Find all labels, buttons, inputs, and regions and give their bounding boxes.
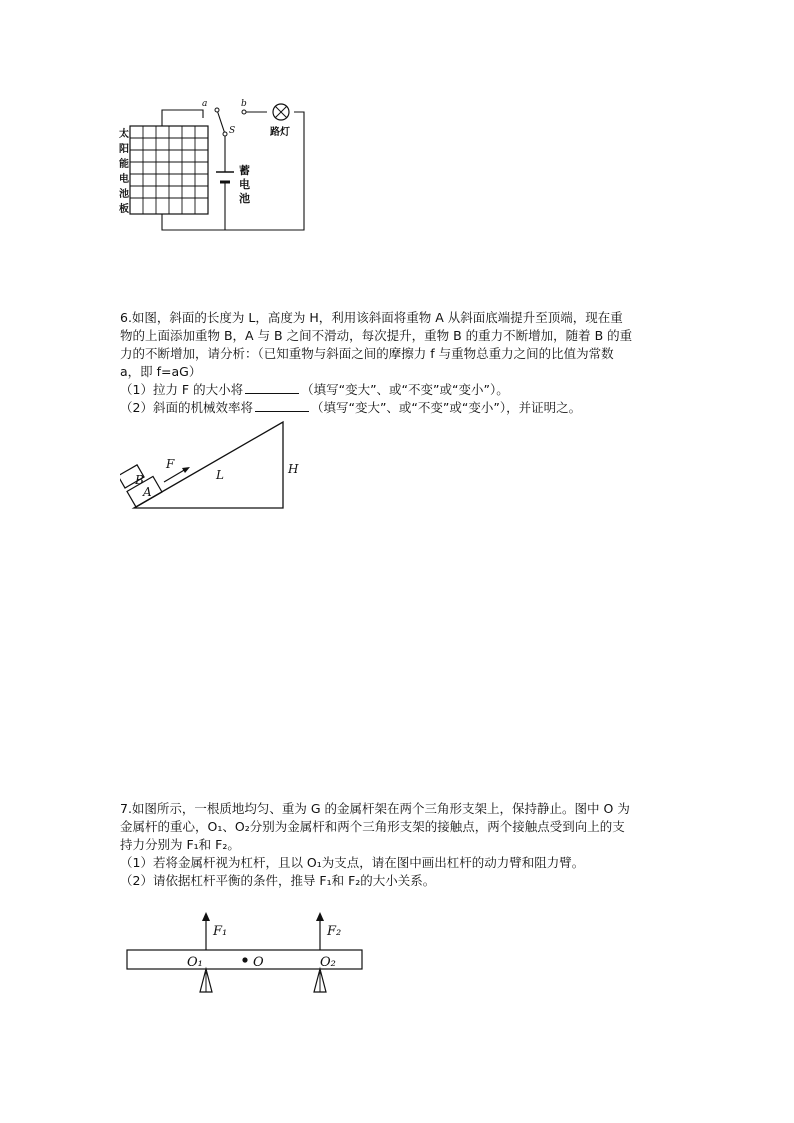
battery-label-1: 蓄 bbox=[239, 164, 250, 177]
force-f2-label: F₂ bbox=[327, 924, 342, 939]
length-l-label: L bbox=[216, 468, 224, 482]
solar-circuit-diagram bbox=[115, 92, 315, 238]
answer-blank-2[interactable] bbox=[255, 399, 309, 412]
q6-line-2: 物的上面添加重物 B，A 与 B 之间不滑动，每次提升，重物 B 的重力不断增加，随着 B 的重 bbox=[120, 328, 633, 343]
battery-label-3: 池 bbox=[239, 192, 250, 205]
lever-diagram bbox=[120, 908, 370, 998]
switch-label: S bbox=[229, 126, 236, 136]
q6-line-3: 力的不断增加，请分析：（已知重物与斜面之间的摩擦力 f 与重物总重力之间的比值为常数 bbox=[120, 346, 614, 361]
q6-sub1-suffix: （填写“变大”、或“不变”或“变小”）。 bbox=[301, 382, 509, 397]
panel-label-3: 能 bbox=[119, 159, 129, 170]
center-o-label: O bbox=[253, 955, 264, 970]
q6-subquestion-2 bbox=[120, 399, 680, 417]
q7-subquestion-2: （2）请依据杠杆平衡的条件，推导 F₁和 F₂的大小关系。 bbox=[120, 873, 436, 888]
support-triangle-2 bbox=[314, 969, 326, 992]
force-f-label: F bbox=[166, 457, 175, 471]
q7-line-3: 持力分别为 F₁和 F₂。 bbox=[120, 837, 240, 852]
force-f2-arrowhead bbox=[316, 912, 324, 921]
height-h-label: H bbox=[288, 462, 299, 476]
q6-line-4: a，即 f=aG） bbox=[120, 364, 202, 379]
lamp-label: 路灯 bbox=[270, 127, 290, 138]
panel-label-1: 太 bbox=[119, 129, 129, 140]
pivot-o1-label: O₁ bbox=[187, 955, 203, 970]
q6-subquestion-1 bbox=[120, 381, 680, 399]
force-f1-arrowhead bbox=[202, 912, 210, 921]
support-triangle-1 bbox=[200, 969, 212, 992]
q6-sub2-prefix: （2）斜面的机械效率将 bbox=[120, 400, 253, 415]
force-f1-label: F₁ bbox=[213, 924, 228, 939]
question-7 bbox=[120, 800, 680, 890]
question-6 bbox=[120, 309, 680, 417]
center-of-gravity-dot bbox=[242, 957, 247, 962]
panel-label-2: 阳 bbox=[119, 144, 129, 155]
q6-sub1-prefix: （1）拉力 F 的大小将 bbox=[120, 382, 244, 397]
block-a-label: A bbox=[143, 485, 152, 499]
q6-sub2-suffix: （填写“变大”、或“不变”或“变小”），并证明之。 bbox=[310, 400, 582, 415]
terminal-a-label: a bbox=[202, 99, 208, 109]
panel-label-5: 池 bbox=[119, 189, 129, 200]
q7-subquestion-1: （1）若将金属杆视为杠杆，且以 O₁为支点，请在图中画出杠杆的动力臂和阻力臂。 bbox=[120, 855, 585, 870]
incline-diagram bbox=[120, 418, 310, 514]
battery-label-2: 电 bbox=[239, 178, 250, 191]
street-lamp-icon bbox=[273, 104, 289, 120]
panel-label-4: 电 bbox=[119, 174, 129, 185]
terminal-b-label: b bbox=[241, 99, 247, 109]
answer-blank-1[interactable] bbox=[245, 381, 299, 394]
q7-line-2: 金属杆的重心，O₁、O₂分别为金属杆和两个三角形支架的接触点，两个接触点受到向上的支 bbox=[120, 819, 625, 834]
pivot-o2-label: O₂ bbox=[320, 955, 336, 970]
q6-line-1: 6.如图，斜面的长度为 L，高度为 H，利用该斜面将重物 A 从斜面底端提升至顶端，现在重 bbox=[120, 310, 623, 325]
block-b-label: B bbox=[135, 473, 144, 487]
q7-line-1: 7.如图所示，一根质地均匀、重为 G 的金属杆架在两个三角形支架上，保持静止。图中 O 为 bbox=[120, 801, 630, 816]
panel-label-6: 板 bbox=[119, 204, 129, 215]
